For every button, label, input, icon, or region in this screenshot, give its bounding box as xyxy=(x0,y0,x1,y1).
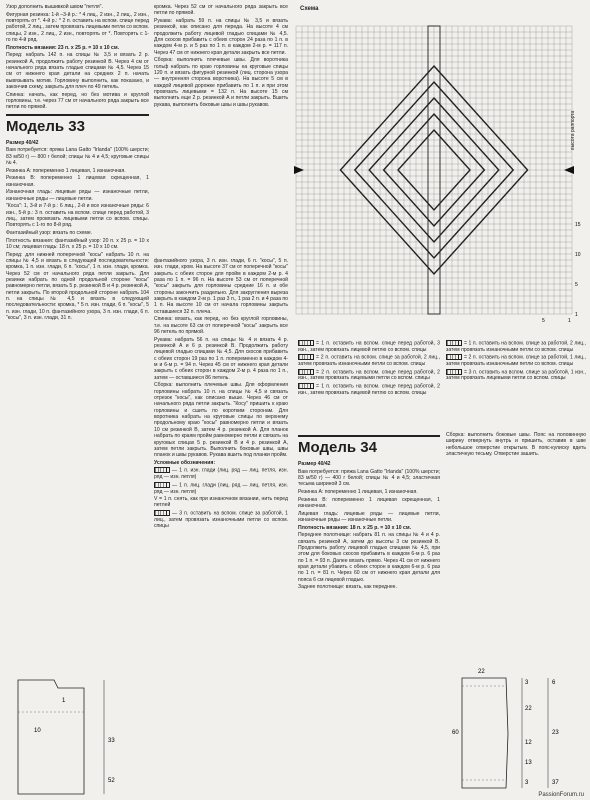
legend-item: = 2 п. оставить на вспом. спице перед работой, 2 изн., затем провязать лицевыми петли со вспом. спицы xyxy=(298,369,440,382)
repeat-height-label: высота раппорта xyxy=(570,110,576,150)
schematic-a xyxy=(14,672,146,796)
schema-b-label: 60 xyxy=(452,730,459,736)
paragraph: Спинка: начать, как перед, но без мотива и круглой горловины, т.е. через 77 см от начального ряда закрыть все петли по прямой. xyxy=(6,91,149,111)
model-33-title: Модель 33 xyxy=(6,114,149,136)
paragraph: Сборка: выполнить боковые швы. Пояс на половинную ширину отвернуть внутрь и пришить, оставив в шве небольшое отверстие открытым. В пояс-кулиску вдеть эластичную тесьму. Отверстие зашить. xyxy=(446,432,586,458)
paragraph: Рукава: набрать 59 п. на спицы № 3,5 и вязать резинкой, как описано для переда. На высоте 4 см продолжить работу лицевой гладью спицами № 4,5. Для скосов прибавить с обеих сторон 24 раза по 1 п. в каждом 4-м р. и 5 раз по 1 п. в каждом 2-м р. = 117 п. Через 47 см от нижнего края детали закрыть все петли. xyxy=(154,17,288,56)
paragraph: Узор дополнить вышивкой швом "петля". xyxy=(6,4,103,10)
purl-symbol-icon xyxy=(154,467,170,473)
col-label: 5 xyxy=(542,318,545,324)
size-label: Размер 40/42 xyxy=(6,139,39,146)
schema-b-label: 22 xyxy=(525,706,532,712)
col-label: 1 xyxy=(568,318,571,324)
paragraph: Заднее полотнище: вязать, как переднее. xyxy=(298,584,397,591)
legend-item: = 2 п. оставить на вспом. спице за работой, 1 лиц., затем провязать изнаночными петли со вспом. спицы xyxy=(446,354,586,368)
row-label: 15 xyxy=(575,222,581,228)
legend-item: = 1 п. оставить на вспом. спице перед работой, 2 изн., затем провязать лицевой петлю со вспом. спицы xyxy=(298,383,440,396)
paragraph: Плотность вязания: 18 п. х 25 р. = 10 х 10 см. xyxy=(298,524,412,531)
paragraph: фантазийного узора, 3 п. изн. глади, 6 п. "косы", 5 п. изн. глади, кром. На высоте 37 см от поперечной "косы" закрыть с обеих сторон для пройм в каждом 2-м р. 4 раза по 1 п. = 96 п. На высоте 53 см от поперечной "косы" закрыть для горловины средние 16 п. и обе стороны закончить раздельно. Для закругления выреза закрыть в каждом 2-м р. 1 раз 3 п., 1 раз 2 п. и 4 раза по 1 п. На высоте 10 см от начала горловины закрыть оставшиеся 32 п. плеча. xyxy=(154,258,288,315)
schema-b-label: 13 xyxy=(525,760,532,766)
cable-symbol-icon xyxy=(446,354,462,360)
schema-b-label: 3 xyxy=(525,680,529,686)
schema-b-label: 3 xyxy=(525,780,529,786)
legend-item: — 3 п. оставить на вспом. спице за работой, 1 лиц., затем провязать изнаночными петли со вспом. спицы xyxy=(154,510,288,530)
legend-column-3 xyxy=(298,340,440,397)
paragraph: Переднее полотнище: набрать 81 п. на спицы № 4 и 4 р. связать резинкой А, затем до высоты 3 см резинкой В. Продолжить работу лицевой гладью спицами № 4,5, при этом для боковых скосов прибавить в каждом 6-м р. 6 раз по 1 п. = 93 п. Далее вязать прямо. Через 41 см от нижнего края детали убавить с обеих сторон в каждом 6-м р. 6 раз по 1 п. = 81 п. Через 60 см от нижнего края детали для пояса 6 см лицевой гладью. xyxy=(298,532,440,583)
watermark: PassionForum.ru xyxy=(538,792,584,798)
schematic-b xyxy=(452,664,584,794)
schema-a-label: 33 xyxy=(108,738,115,744)
cable-symbol-icon xyxy=(446,340,462,346)
size-label: Размер 40/42 xyxy=(298,461,331,467)
legend-item: — 1 п. изн. глади (лиц. ряд — лиц. петля, изн. ряд — изн. петля) xyxy=(154,467,288,481)
paragraph: Вам потребуется: пряжа Lana Gatto "Irlanda" (100% шерсти; 83 м/50 г) — 400 г белой; спицы № 4 и 4,5; эластичная тесьма шириной 3 см. xyxy=(298,468,440,488)
cable-symbol-icon xyxy=(298,369,314,375)
paragraph: "Коса": 1, 3-й и 7-й р.: 6 лиц., 2-й и все изнаночные ряды: 6 изн., 5-й р.: 3 п. оставить на вспом. спице перед работой, 3 лиц., затем провязать лицевыми петли со вспом. спицы. Повторять с 1-го по 8-й ряд. xyxy=(6,203,149,229)
cable-symbol-icon xyxy=(446,369,462,375)
column-2-lower xyxy=(154,258,288,531)
column-2 xyxy=(154,4,288,109)
column-1 xyxy=(6,4,149,323)
paragraph: Изнаночная гладь: лицевые ряды — изнаночные петли, изнаночные ряды — лицевые петли. xyxy=(6,189,149,202)
knitting-chart xyxy=(292,14,582,338)
paragraph: кромка. Через 52 см от начального ряда закрыть все петли по прямой. xyxy=(154,4,288,17)
schema-a-label: 52 xyxy=(108,778,115,784)
column-3 xyxy=(298,432,440,592)
schema-a-label: 1 xyxy=(62,698,66,704)
paragraph: Фигурная резинка: 1-й –3-й р.: * 4 лиц., 2 изн., 2 лиц., 2 изн., повторять от *. 4-й р.: * 2 п. оставить на вспом. спице перед работой, 2 лиц., затем провязать лицевыми петли со вспом. спицы, 2 изн., 2 лиц., 2 изн., повторять от *. Повторять с 1-го по 4-й ряд. xyxy=(6,11,149,44)
row-label: 10 xyxy=(575,252,581,258)
schema-a-label: 10 xyxy=(34,728,41,734)
cable-symbol-icon xyxy=(298,354,314,360)
schema-b-label: 23 xyxy=(552,730,559,736)
knit-symbol-icon xyxy=(154,482,170,488)
legend-item: = 3 п. оставить на вспом. спице за работой, 1 изн., затем провязать лицевыми петли со вспом. спицы xyxy=(446,369,586,382)
paragraph: Сборка: выполнить плечевые швы. Для оформления горловины набрать 10 п. на спицы № 4,5 и связать отрезок "косы", как описано выше. Через 46 см от начального ряда петли закрыть. "Косу" пришить к краю горловины и сшить по коротким сторонам. Для воротника набрать на круговые спицы по верхнему продольному краю "косы" равномерно петли и вязать 10 см резинкой В, затем 4 р. резинкой А. Для планок набрать по краям пройм равномерно петли и связать на круговых спицах 5 р. резинкой В и 4 р. резинкой А, затем петли закрыть. Выполнить боковые швы, швы планок и швы рукавов. Рукава вшить под планки пройм. xyxy=(154,382,288,459)
paragraph: Спинка: вязать, как перед, но без круглой горловины, т.е. на высоте 63 см от поперечной "косы" закрыть все 96 петель по прямой. xyxy=(154,316,288,336)
schema-b-label: 22 xyxy=(478,669,485,675)
row-label: 5 xyxy=(575,282,578,288)
schema-b-label: 6 xyxy=(552,680,556,686)
row-label: 1 xyxy=(575,312,578,318)
repeat-marker xyxy=(564,166,574,174)
schema-b-label: 37 xyxy=(552,780,559,786)
paragraph: Рукава: набрать 56 п. на спицы № 4 и вязать 4 р. резинкой А и 6 р. резинкой В. Продолжить работу лицевой гладью спицами № 4,5. Для скосов прибавить с обеих сторон 19 раз по 1 п. попеременно в каждом 4-м и 6-м р. = 94 п. Через 45 см от нижнего края детали закрыть с обеих сторон в каждом 2-м р. 4 раза по 1 п., затем — оставшиеся 86 петель. xyxy=(154,336,288,381)
paragraph: Перед: для нижней поперечной "косы" набрать 10 п. на спицы № 4,5 и вязать в следующей последовательности: кромка, 1 п. изн. глади, 6 п. "косы", 1 п. изн. глади, кромка. Через 52 см от начального ряда петли закрыть. Для резинки набрать по одной продольной стороне "косы" равномерно петли, вязать 5 р. резинкой В и 4 р. резинкой А, петли закрыть. По второй продольной стороне набрать 104 п. на спицы № 4,5 и вязать в следующей последовательности: кромка, * 5 п. изн. глади, 6 п. "косы", 5 п. изн. глади, 10 п. фантазийного узора, 3 п. изн. глади, 6 п. "косы", 3 п. изн. глади, 31 п. xyxy=(6,251,149,321)
legend-column-4 xyxy=(446,340,586,383)
paragraph: Сборка: выполнить плечевые швы. Для воротника гольф набрать по краю горловины на круговые спицы 120 п. и вязать фигурной резинкой (лиц. сторона узора — внутренняя сторона воротника). На высоте 5 см в каждой лицевой дорожке прибавить по 1 п. и при этом провязать лицевыми = 132 п. На высоте 15 см выполнить еще 2 р. резинкой А и петли закрыть. Вшить рукава, выполнить боковые швы и швы рукавов. xyxy=(154,57,288,108)
column-4 xyxy=(446,432,586,459)
model-34-title: Модель 34 xyxy=(298,435,440,457)
paragraph: Перед: набрать 142 п. на спицы № 3,5 и вязать 2 р. резинкой А, продолжить работу резинкой В. Через 4 см от начального ряда вязать гладью спицами № 4,5. Через 15 см от нижнего края детали на средних 2 п. начать вывязывать мотив. Горловину выполнить, как показано, и закончив схему, закрыть для плеч по 49 петель. xyxy=(6,52,149,91)
paragraph: Лицевая гладь: лицевые ряды — лицевые петли, изнаночные ряды — изнаночные петли. xyxy=(298,510,440,523)
legend-item: = 2 п. оставить на вспом. спице за работой, 2 лиц., затем провязать изнаночными петли со вспом. спицы xyxy=(298,354,440,368)
paragraph: Резинка В: попеременно 1 лицевая скрещенная, 1 изнаночная. xyxy=(298,496,440,509)
cable-symbol-icon xyxy=(298,383,314,389)
legend-item: V = 1 п. снять, как при изнаночном вязании, нить перед петлей xyxy=(154,496,288,509)
paragraph: Вам потребуется: пряжа Lana Gatto "Irlanda" (100% шерсти; 83 м/50 г) — 800 г белой; спицы № 4 и 4,5; круговые спицы № 4. xyxy=(6,147,149,167)
legend-title: Условные обозначения: xyxy=(154,459,216,466)
legend-item: = 1 п. оставить на вспом. спице за работой, 2 лиц., затем провязать изнаночными петли со вспом. спицы xyxy=(446,340,586,353)
paragraph: Фантазийный узор: вязать по схеме. xyxy=(6,229,93,236)
paragraph: Резинка А: попеременно 1 лицевая, 1 изнаночная. xyxy=(298,488,418,495)
paragraph: Резинка А: попеременно 1 лицевая, 1 изнаночная. xyxy=(6,167,126,174)
legend-item: = 1 п. оставить на вспом. спице перед работой, 3 изн., затем провязать лицевой петлю со вспом. спицы xyxy=(298,340,440,353)
paragraph: Резинка В: попеременно 1 лицевая скрещенная, 1 изнаночная. xyxy=(6,175,149,188)
paragraph: Плотность вязания: 23 п. х 25 р. = 10 х 10 см. xyxy=(6,44,120,51)
cross-symbol-icon xyxy=(154,510,170,516)
repeat-marker xyxy=(294,166,304,174)
schema-b-label: 12 xyxy=(525,740,532,746)
chart-title: Схема xyxy=(300,6,319,12)
cable-symbol-icon xyxy=(298,340,314,346)
paragraph: Плотность вязания: фантазийный узор: 20 п. х 25 р. = 10 х 10 см; лицевая гладь: 18 п. х 25 р. = 10 х 10 см. xyxy=(6,237,149,250)
legend-item: — 1 п. лиц. глади (лиц. ряд — лиц. петля, изн. ряд — изн. петля) xyxy=(154,482,288,495)
